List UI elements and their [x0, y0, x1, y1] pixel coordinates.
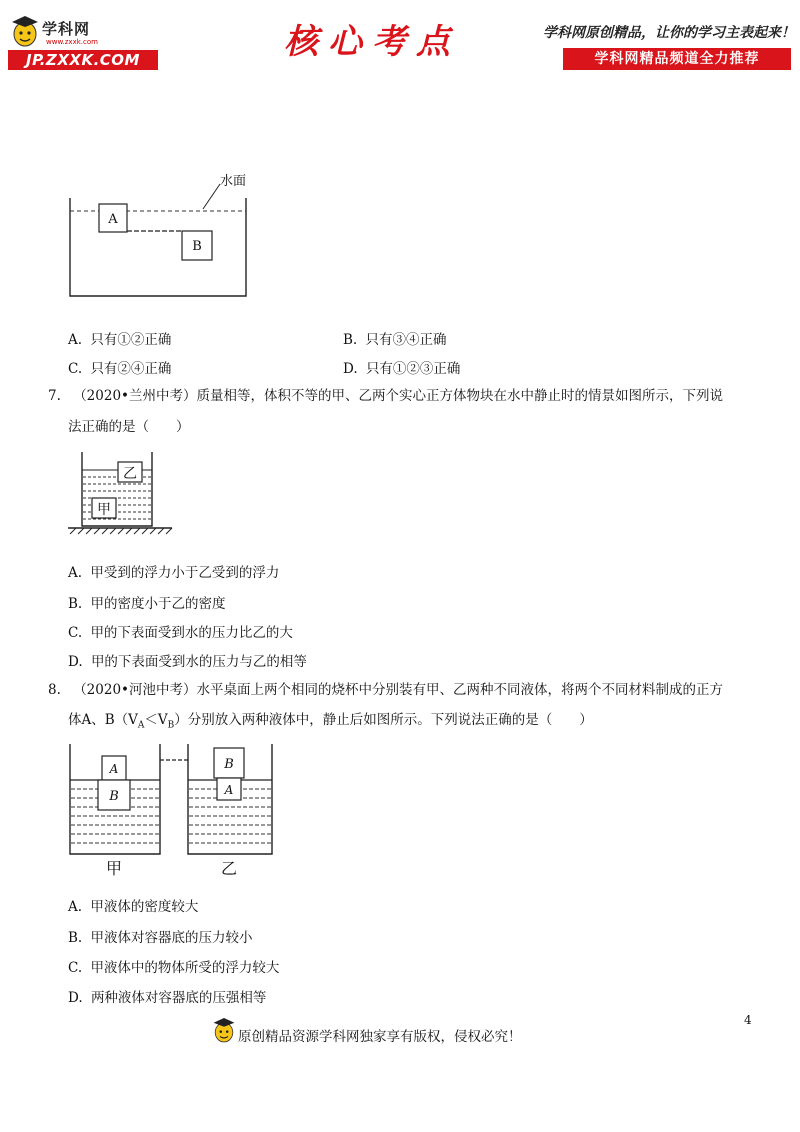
- q8-stem-line2: 体A、$B(V_A<V_B)$分别放入两种液体中，静止后如图所示。下列说法正确的是（ ）: [68, 712, 593, 731]
- footer-mascot-icon: [212, 1016, 236, 1044]
- option-text: 甲液体对容器底的压力较小: [90, 930, 253, 946]
- option-text: 只有①②正确: [90, 332, 172, 348]
- q6-option-b[interactable]: [343, 328, 447, 348]
- logo-url: www.zxxk.com: [46, 38, 98, 46]
- q8-option-d[interactable]: [68, 986, 266, 1006]
- q6-box-b-label: B: [192, 239, 202, 254]
- option-text: 甲的下表面受到水的压力与乙的相等: [90, 654, 307, 670]
- mascot-icon: [10, 14, 40, 48]
- svg-text:B: B: [109, 789, 119, 804]
- q7-figure: [66, 450, 176, 536]
- page-number: 4: [744, 1013, 752, 1027]
- footer-copyright: 原创精品资源学科网独家享有版权，侵权必究！: [238, 1029, 522, 1045]
- svg-text:A: A: [224, 783, 234, 797]
- q8-option-c[interactable]: [68, 956, 279, 976]
- q6-label-pointer: [203, 184, 220, 209]
- q6-container: [70, 198, 246, 296]
- q8-label-jia: 甲: [105, 859, 123, 878]
- option-letter: B.: [68, 596, 83, 612]
- option-text: 两种液体对容器底的压强相等: [90, 990, 267, 1006]
- option-text: 甲的密度小于乙的密度: [90, 596, 226, 612]
- option-letter: D.: [343, 361, 358, 377]
- q8-option-a[interactable]: [68, 895, 198, 915]
- option-letter: C.: [68, 625, 83, 641]
- option-letter: B.: [343, 332, 358, 348]
- logo-bar[interactable]: JP.ZXXK.COM: [8, 50, 158, 70]
- q6-option-c[interactable]: [68, 357, 171, 377]
- q7-option-a[interactable]: [68, 561, 279, 581]
- option-letter: A.: [68, 565, 83, 581]
- option-letter: D.: [68, 990, 83, 1006]
- q8-label-yi: 乙: [220, 859, 238, 878]
- q8-stem-line1: （2020•河池中考）水平桌面上两个相同的烧杯中分别装有甲、乙两种不同液体，将两个不同材料制成的正方: [73, 682, 724, 698]
- q7-stem-line2: 法正确的是（ ）: [68, 419, 190, 435]
- option-letter: C.: [68, 361, 83, 377]
- question-number: 8.: [48, 682, 61, 698]
- option-letter: D.: [68, 654, 83, 670]
- q7-stem: [48, 387, 723, 405]
- q6-option-d[interactable]: [343, 357, 460, 377]
- q7-option-c[interactable]: [68, 621, 293, 641]
- q8-stem: [48, 681, 723, 699]
- q8-figure: [64, 740, 280, 880]
- q7-block-jia-label: 甲: [97, 502, 111, 518]
- header: [0, 0, 800, 80]
- q6-box-a-label: A: [108, 212, 118, 227]
- question-number: 7.: [48, 388, 61, 404]
- option-text: 甲液体的密度较大: [90, 899, 199, 915]
- q6-option-a[interactable]: [68, 328, 171, 348]
- svg-text:B: B: [224, 757, 234, 772]
- logo-text: 学科网: [42, 20, 91, 38]
- svg-text:A: A: [109, 762, 119, 776]
- option-letter: A.: [68, 332, 83, 348]
- q6-figure: [60, 168, 260, 300]
- option-letter: C.: [68, 960, 83, 976]
- page-title: 核心考点: [284, 22, 460, 62]
- option-text: 只有②④正确: [90, 361, 172, 377]
- q6-water-label: 水面: [220, 174, 247, 189]
- option-text: 甲液体中的物体所受的浮力较大: [90, 960, 280, 976]
- q8-option-b[interactable]: [68, 926, 253, 946]
- option-letter: A.: [68, 899, 83, 915]
- header-slogan: 学科网原创精品，让你的学习主表起来！: [543, 25, 795, 41]
- q7-option-b[interactable]: [68, 592, 226, 612]
- promo-bar: 学科网精品频道全力推荐: [563, 48, 791, 70]
- option-text: 只有③④正确: [365, 332, 447, 348]
- option-letter: B.: [68, 930, 83, 946]
- q7-option-d[interactable]: [68, 650, 307, 670]
- option-text: 甲受到的浮力小于乙受到的浮力: [90, 565, 280, 581]
- q7-block-yi-label: 乙: [123, 466, 137, 482]
- q7-stem-line1: （2020•兰州中考）质量相等，体积不等的甲、乙两个实心正方体物块在水中静止时的情景如图所示，下列说: [73, 388, 724, 404]
- option-text: 只有①②③正确: [365, 361, 461, 377]
- option-text: 甲的下表面受到水的压力比乙的大: [90, 625, 293, 641]
